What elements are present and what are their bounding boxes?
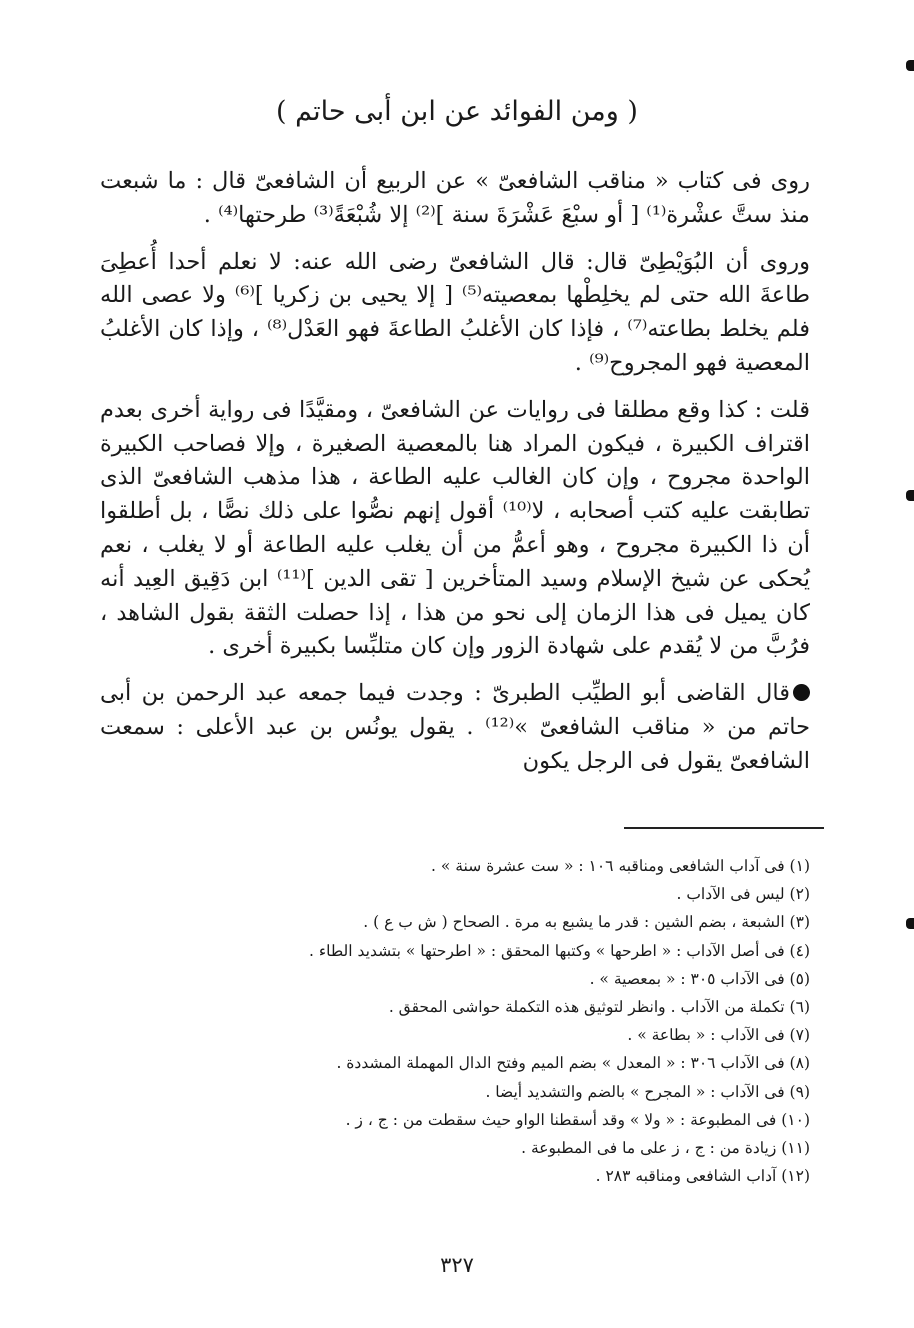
footnote-11: (١١) زيادة من : ج ، ز على ما فى المطبوعة . [521,1139,810,1158]
page-number: ٣٢٧ [440,1253,474,1277]
footnote-2: (٢) ليس فى الآداب . [676,885,810,904]
paragraph-2: وروى أن البُوَيْطِىّ قال: قال الشافعىّ رضى الله عنه: لا نعلم أحدا أُعطِىَ طاعةَ الله حتى لم يخلِطْها بمعصيته⁽⁵⁾ [ إلا يحيى بن زكريا ]⁽⁶⁾ ولا عصى الله فلم يخلط بطاعته⁽⁷⁾ ، فإذا كان الأغلبُ الطاعةَ فهو العَدْل⁽⁸⁾ ، وإذا كان الأغلبُ المعصية فهو المجروح⁽⁹⁾ . [100,248,810,376]
main-text [100,165,810,779]
edge-thumb-mark [906,60,914,71]
paragraph-1: روى فى كتاب « مناقب الشافعىّ » عن الربيع أن الشافعىّ قال : ما شبعت منذ ستَّ عشْرة⁽¹⁾ [ أو سبْعَ عَشْرَةَ سنة ]⁽²⁾ إلا شُبْعَةً⁽³⁾ طرحتها⁽⁴⁾ . [100,168,810,228]
footnote-7: (٧) فى الآداب : « بطاعة » . [627,1026,810,1045]
footnote-3: (٣) الشبعة ، بضم الشين : قدر ما يشبع به مرة . الصحاح ( ش ب ع ) . [363,913,810,932]
footnote-12: (١٢) آداب الشافعى ومناقبه ٢٨٣ . [595,1167,810,1186]
paragraph-3: قلت : كذا وقع مطلقا فى روايات عن الشافعىّ ، ومقيَّدًا فى رواية أخرى بعدم اقتراف الكبيرة ، فيكون المراد هنا بالمعصية الصغيرة ، وإلا فصاحب الكبيرة الواحدة مجروح ، وإن كان الغالب عليه الطاعة ، هذا مذهب الشافعىّ الذى تطابقت عليه كتب أصحابه ، لا⁽¹⁰⁾ أقول إنهم نصُّوا على ذلك نصًّا ، بل أطلقوا أن ذا الكبيرة مجروح ، وهو أعمُّ من أن يغلب عليه الطاعة أو لا يغلب ، نعم يُحكى عن شيخ الإسلام وسيد المتأخرين [ تقى الدين ]⁽¹¹⁾ ابن دَقِيق العِيد أنه كان يميل فى هذا الزمان إلى نحو من هذا ، إذا حصلت الثقة بقول الشاهد ، فرُبَّ من لا يُقدم على شهادة الزور وإن كان متلبِّسا بكبيرة أخرى . [100,396,811,660]
footnote-separator [624,827,824,829]
footnote-1: (١) فى آداب الشافعى ومناقبه ١٠٦ : « ست عشرة سنة » . [430,857,810,875]
paragraph-4-text: قال القاضى أبو الطيِّب الطبرىّ : وجدت فيما جمعه عبد الرحمن بن أبى حاتم من « مناقب الشافعىّ »⁽¹²⁾ . يقول يونُس بن عبد الأعلى : سمعت الشافعىّ يقول فى الرجل يكون [100,680,810,774]
paragraph-4 [100,677,810,778]
footnote-4: (٤) فى أصل الآداب : « اطرحها » وكتبها المحقق : « اطرحتها » بتشديد الطاء . [308,941,810,960]
footnote-10: (١٠) فى المطبوعة : « ولا » وقد أسقطنا الواو حيث سقطت من : ج ، ز . [345,1110,810,1129]
edge-thumb-mark [906,490,914,501]
footnotes-list [100,852,810,1190]
footnote-8: (٨) فى الآداب ٣٠٦ : « المعدل » بضم الميم وفتح الدال المهملة المشددة . [336,1054,810,1073]
bullet-icon [793,684,810,701]
section-heading: ( ومن الفوائد عن ابن أبى حاتم ) [276,96,638,127]
footnote-6: (٦) تكملة من الآداب . وانظر لتوثيق هذه التكملة حواشى المحقق . [388,998,810,1017]
footnote-9: (٩) فى الآداب : « المجرح » بالضم والتشديد أيضا . [485,1082,810,1101]
edge-thumb-mark [906,918,914,929]
footnote-5: (٥) فى الآداب ٣٠٥ : « بمعصية » . [589,969,810,988]
